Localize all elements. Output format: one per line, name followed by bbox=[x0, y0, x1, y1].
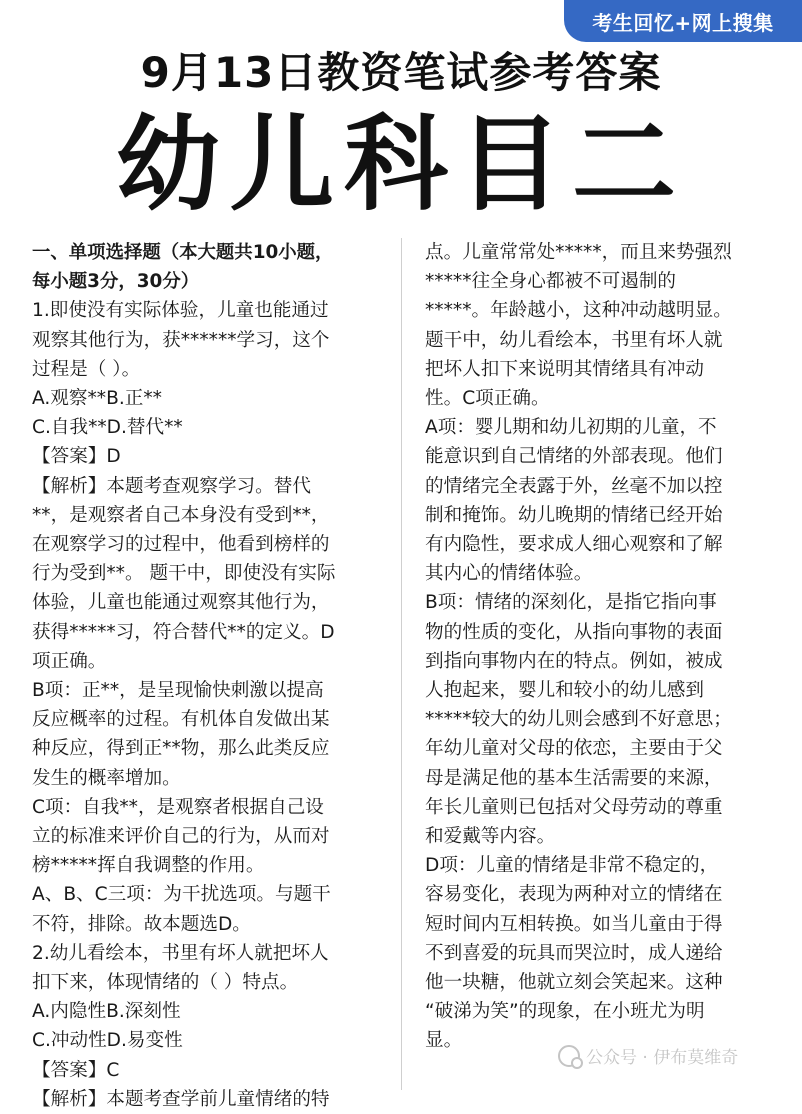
text-line: 容易变化，表现为两种对立的情绪在 bbox=[425, 884, 723, 906]
text-line: 立的标准来评价自己的行为，从而对 bbox=[32, 826, 330, 848]
text-line: 观察其他行为，获******学习，这个 bbox=[32, 329, 330, 351]
text-line: 【答案】C bbox=[32, 1059, 120, 1081]
text-line: 制和掩饰。幼儿晚期的情绪已经开始 bbox=[425, 504, 723, 526]
text-line: 反应概率的过程。有机体自发做出某 bbox=[32, 709, 330, 731]
section-heading: 一、单项选择题（本大题共10小题， bbox=[32, 242, 334, 263]
text-line: 有内隐性，要求成人细心观察和了解 bbox=[425, 534, 723, 556]
text-line: 在观察学习的过程中，他看到榜样的 bbox=[32, 534, 330, 556]
text-line: 人抱起来，婴儿和较小的幼儿感到 bbox=[425, 680, 704, 702]
text-line: 性。C项正确。 bbox=[425, 388, 550, 410]
text-line: 过程是（ ）。 bbox=[32, 358, 141, 380]
page-title: 9月13日教资笔试参考答案 bbox=[140, 48, 662, 97]
text-line: A.观察**B.正** bbox=[32, 388, 162, 410]
text-line: 【解析】本题考查学前儿童情绪的特 bbox=[32, 1088, 330, 1110]
text-line: 到指向事物内在的特点。例如，被成 bbox=[425, 650, 723, 672]
text-line: 短时间内互相转换。如当儿童由于得 bbox=[425, 913, 723, 935]
text-line: 物的性质的变化，从指向事物的表面 bbox=[425, 621, 723, 643]
text-line: D项：儿童的情绪是非常不稳定的， bbox=[425, 855, 719, 877]
text-line: 显。 bbox=[425, 1030, 463, 1052]
text-line: 母是满足他的基本生活需要的来源， bbox=[425, 767, 723, 789]
text-line: 把坏人扣下来说明其情绪具有冲动 bbox=[425, 358, 704, 380]
text-line: 和爱戴等内容。 bbox=[425, 826, 556, 848]
text-line: 1.即使没有实际体验，儿童也能通过 bbox=[32, 300, 329, 322]
text-line: *****较大的幼儿则会感到不好意思； bbox=[425, 709, 732, 731]
watermark-text: 公众号 · 伊布莫维奇 bbox=[586, 1048, 739, 1068]
text-line: 行为受到**。 题干中，即使没有实际 bbox=[32, 563, 336, 585]
text-line: 题干中，幼儿看绘本，书里有坏人就 bbox=[425, 329, 723, 351]
text-line: 体验，儿童也能通过观察其他行为， bbox=[32, 592, 330, 614]
text-line: 扣下来，体现情绪的（ ）特点。 bbox=[32, 972, 299, 994]
right-column bbox=[425, 238, 775, 1056]
text-line: 【答案】D bbox=[32, 446, 121, 468]
text-line: 能意识到自己情绪的外部表现。他们 bbox=[425, 446, 723, 468]
text-line: 他一块糖，他就立刻会笑起来。这种 bbox=[425, 972, 723, 994]
section-heading: 每小题3分，30分） bbox=[32, 271, 200, 293]
text-line: 不到喜爱的玩具而哭泣时，成人递给 bbox=[425, 942, 723, 964]
left-column bbox=[32, 238, 394, 1114]
text-line: **，是观察者自己本身没有受到**， bbox=[32, 504, 330, 526]
wechat-icon bbox=[558, 1045, 580, 1067]
text-line: 2.幼儿看绘本，书里有坏人就把坏人 bbox=[32, 942, 329, 964]
source-badge: 考生回忆+网上搜集 bbox=[564, 0, 802, 42]
text-line: 【解析】本题考查观察学习。替代 bbox=[32, 475, 311, 497]
text-line: 年长儿童则已包括对父母劳动的尊重 bbox=[425, 796, 723, 818]
column-divider bbox=[401, 238, 402, 1090]
text-line: B项：情绪的深刻化，是指它指向事 bbox=[425, 592, 717, 614]
text-line: “破涕为笑”的现象，在小班尤为明 bbox=[425, 1001, 705, 1023]
text-line: C.冲动性D.易变性 bbox=[32, 1030, 183, 1052]
text-line: 的情绪完全表露于外，丝毫不加以控 bbox=[425, 475, 723, 497]
text-line: 种反应，得到正**物，那么此类反应 bbox=[32, 738, 330, 760]
watermark bbox=[558, 1043, 738, 1068]
text-line: 年幼儿童对父母的依恋，主要由于父 bbox=[425, 738, 723, 760]
text-line: C.自我**D.替代** bbox=[32, 417, 183, 439]
page-subtitle: 幼儿科目二 bbox=[115, 103, 686, 225]
text-line: *****。年龄越小，这种冲动越明显。 bbox=[425, 300, 732, 322]
text-line: 榜*****挥自我调整的作用。 bbox=[32, 855, 265, 877]
text-line: B项：正**，是呈现愉快刺激以提高 bbox=[32, 680, 324, 702]
text-line: 点。儿童常常处*****，而且来势强烈 bbox=[425, 242, 732, 263]
text-line: 其内心的情绪体验。 bbox=[425, 563, 593, 585]
left-text-block bbox=[32, 296, 394, 1114]
text-line: A.内隐性B.深刻性 bbox=[32, 1001, 181, 1023]
text-line: *****往全身心都被不可遏制的 bbox=[425, 271, 677, 293]
text-line: 获得*****习，符合替代**的定义。D bbox=[32, 621, 335, 643]
text-line: 发生的概率增加。 bbox=[32, 767, 181, 789]
text-line: 不符，排除。故本题选D。 bbox=[32, 913, 251, 935]
text-line: 项正确。 bbox=[32, 650, 107, 672]
text-line: A、B、C三项：为干扰选项。与题干 bbox=[32, 884, 331, 906]
text-line: A项：婴儿期和幼儿初期的儿童，不 bbox=[425, 417, 717, 439]
right-text-block bbox=[425, 238, 775, 1056]
text-line: C项：自我**，是观察者根据自己设 bbox=[32, 796, 324, 818]
